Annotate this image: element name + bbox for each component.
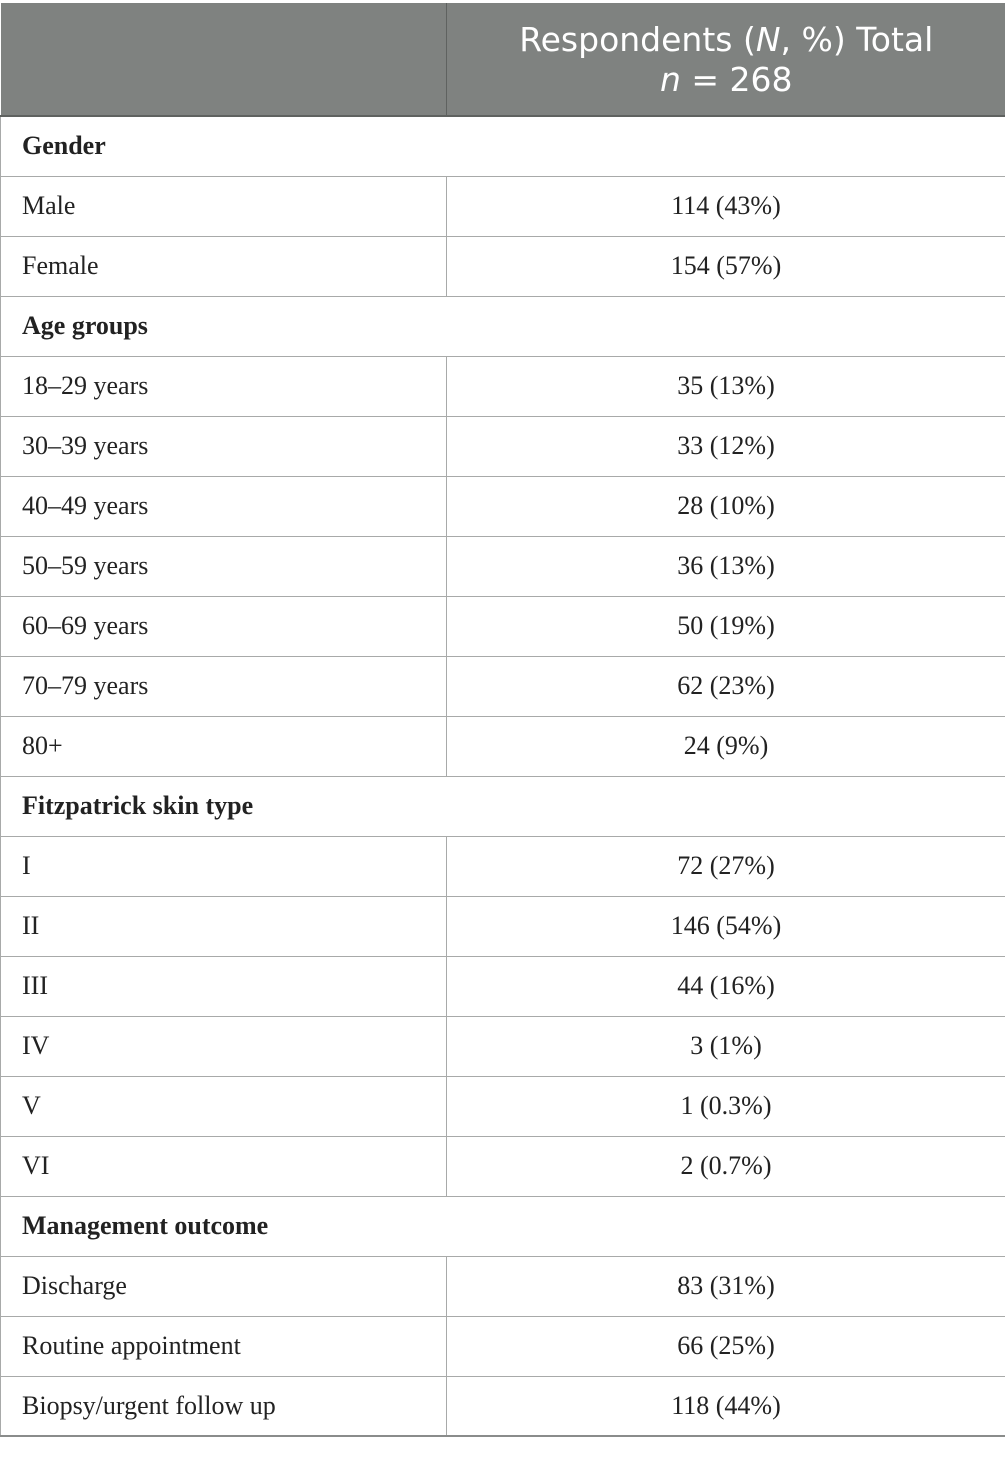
- row-label: V: [1, 1076, 447, 1136]
- respondents-table: [0, 3, 1005, 1437]
- table-row: [1, 236, 1005, 296]
- row-value: 62 (23%): [447, 656, 1005, 716]
- row-label: 60–69 years: [1, 596, 447, 656]
- table-row: [1, 896, 1005, 956]
- row-value: 44 (16%): [447, 956, 1005, 1016]
- row-value: 35 (13%): [447, 356, 1005, 416]
- row-label: Biopsy/urgent follow up: [1, 1376, 447, 1436]
- row-value: 72 (27%): [447, 836, 1005, 896]
- table-row: [1, 956, 1005, 1016]
- section-title: Fitzpatrick skin type: [1, 776, 1005, 836]
- table-row: [1, 1376, 1005, 1436]
- table-body: [1, 116, 1005, 1436]
- header-line1-prefix: Respondents (: [519, 19, 756, 59]
- row-value: 83 (31%): [447, 1256, 1005, 1316]
- row-value: 33 (12%): [447, 416, 1005, 476]
- row-label: 70–79 years: [1, 656, 447, 716]
- row-value: 66 (25%): [447, 1316, 1005, 1376]
- row-value: 146 (54%): [447, 896, 1005, 956]
- header-empty-cell: [1, 4, 447, 117]
- section-header-row: [1, 1196, 1005, 1256]
- row-value: 50 (19%): [447, 596, 1005, 656]
- row-label: 30–39 years: [1, 416, 447, 476]
- table-row: [1, 536, 1005, 596]
- row-label: Male: [1, 176, 447, 236]
- table-row: [1, 1256, 1005, 1316]
- row-label: Routine appointment: [1, 1316, 447, 1376]
- table-row: [1, 1136, 1005, 1196]
- row-value: 1 (0.3%): [447, 1076, 1005, 1136]
- section-header-row: [1, 776, 1005, 836]
- section-header-row: [1, 296, 1005, 356]
- table-row: [1, 716, 1005, 776]
- table-row: [1, 356, 1005, 416]
- row-value: 3 (1%): [447, 1016, 1005, 1076]
- table-row: [1, 656, 1005, 716]
- section-title: Age groups: [1, 296, 1005, 356]
- section-title: Gender: [1, 116, 1005, 176]
- row-value: 28 (10%): [447, 476, 1005, 536]
- table-row: [1, 836, 1005, 896]
- row-label: 80+: [1, 716, 447, 776]
- row-label: VI: [1, 1136, 447, 1196]
- table-row: [1, 476, 1005, 536]
- row-label: IV: [1, 1016, 447, 1076]
- table-row: [1, 1316, 1005, 1376]
- row-value: 118 (44%): [447, 1376, 1005, 1436]
- row-label: III: [1, 956, 447, 1016]
- row-value: 114 (43%): [447, 176, 1005, 236]
- row-value: 24 (9%): [447, 716, 1005, 776]
- row-label: Female: [1, 236, 447, 296]
- header-line1-italic: N: [755, 19, 781, 59]
- row-label: 40–49 years: [1, 476, 447, 536]
- row-label: Discharge: [1, 1256, 447, 1316]
- table-row: [1, 1016, 1005, 1076]
- row-label: 18–29 years: [1, 356, 447, 416]
- section-header-row: [1, 116, 1005, 176]
- header-row: [1, 4, 1005, 117]
- header-respondents: [447, 4, 1005, 117]
- row-label: 50–59 years: [1, 536, 447, 596]
- section-title: Management outcome: [1, 1196, 1005, 1256]
- header-line1-suffix: , %) Total: [780, 19, 934, 59]
- table-row: [1, 416, 1005, 476]
- row-value: 2 (0.7%): [447, 1136, 1005, 1196]
- row-value: 36 (13%): [447, 536, 1005, 596]
- row-label: I: [1, 836, 447, 896]
- header-line2-suffix: = 268: [680, 59, 793, 99]
- row-label: II: [1, 896, 447, 956]
- header-line2-italic: n: [659, 59, 681, 99]
- table-row: [1, 596, 1005, 656]
- table-row: [1, 1076, 1005, 1136]
- row-value: 154 (57%): [447, 236, 1005, 296]
- table-row: [1, 176, 1005, 236]
